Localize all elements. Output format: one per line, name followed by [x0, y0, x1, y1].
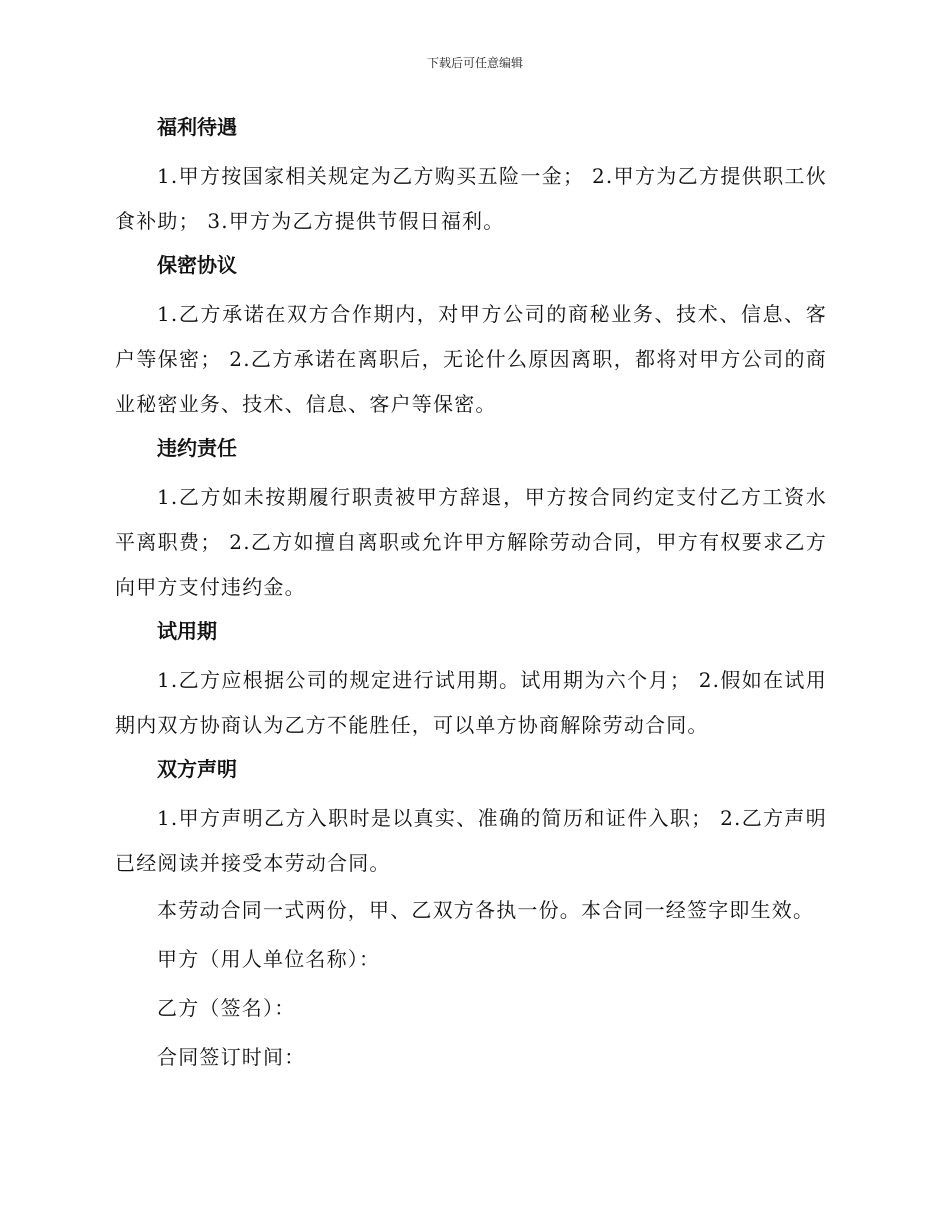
party-b-label: 乙方（签名）：: [157, 996, 296, 1020]
section-body-benefits: 1.甲方按国家相关规定为乙方购买五险一金； 2.甲方为乙方提供职工伙食补助； 3.甲方为乙方提供节假日福利。: [115, 164, 827, 233]
sign-date-label: 合同签订时间：: [157, 1045, 306, 1069]
section-body-confidentiality: 1.乙方承诺在双方合作期内，对甲方公司的商秘业务、技术、信息、客户等保密； 2.乙方承诺在离职后，无论什么原因离职，都将对甲方公司的商业秘密业务、技术、信息、客户等保密。: [115, 302, 827, 416]
contract-statement: 本劳动合同一式两份，甲、乙双方各执一份。本合同一经签字即生效。: [157, 898, 815, 922]
party-a-label: 甲方（用人单位名称）：: [157, 947, 381, 971]
section-title-probation: 试用期: [157, 619, 217, 643]
section-body-liability: 1.乙方如未按期履行职责被甲方辞退，甲方按合同约定支付乙方工资水平离职费； 2.乙方如擅自离职或允许甲方解除劳动合同，甲方有权要求乙方向甲方支付违约金。: [115, 485, 827, 599]
section-title-declaration: 双方声明: [157, 757, 237, 781]
section-title-benefits: 福利待遇: [157, 115, 237, 139]
page-header: 下载后可任意编辑: [426, 56, 523, 70]
section-title-liability: 违约责任: [157, 436, 237, 460]
contract-body: [115, 108, 827, 1082]
section-title-confidentiality: 保密协议: [157, 253, 237, 277]
section-body-probation: 1.乙方应根据公司的规定进行试用期。试用期为六个月； 2.假如在试用期内双方协商认为乙方不能胜任，可以单方协商解除劳动合同。: [115, 668, 827, 737]
section-body-declaration: 1.甲方声明乙方入职时是以真实、准确的简历和证件入职； 2.乙方声明已经阅读并接受本劳动合同。: [115, 806, 827, 875]
